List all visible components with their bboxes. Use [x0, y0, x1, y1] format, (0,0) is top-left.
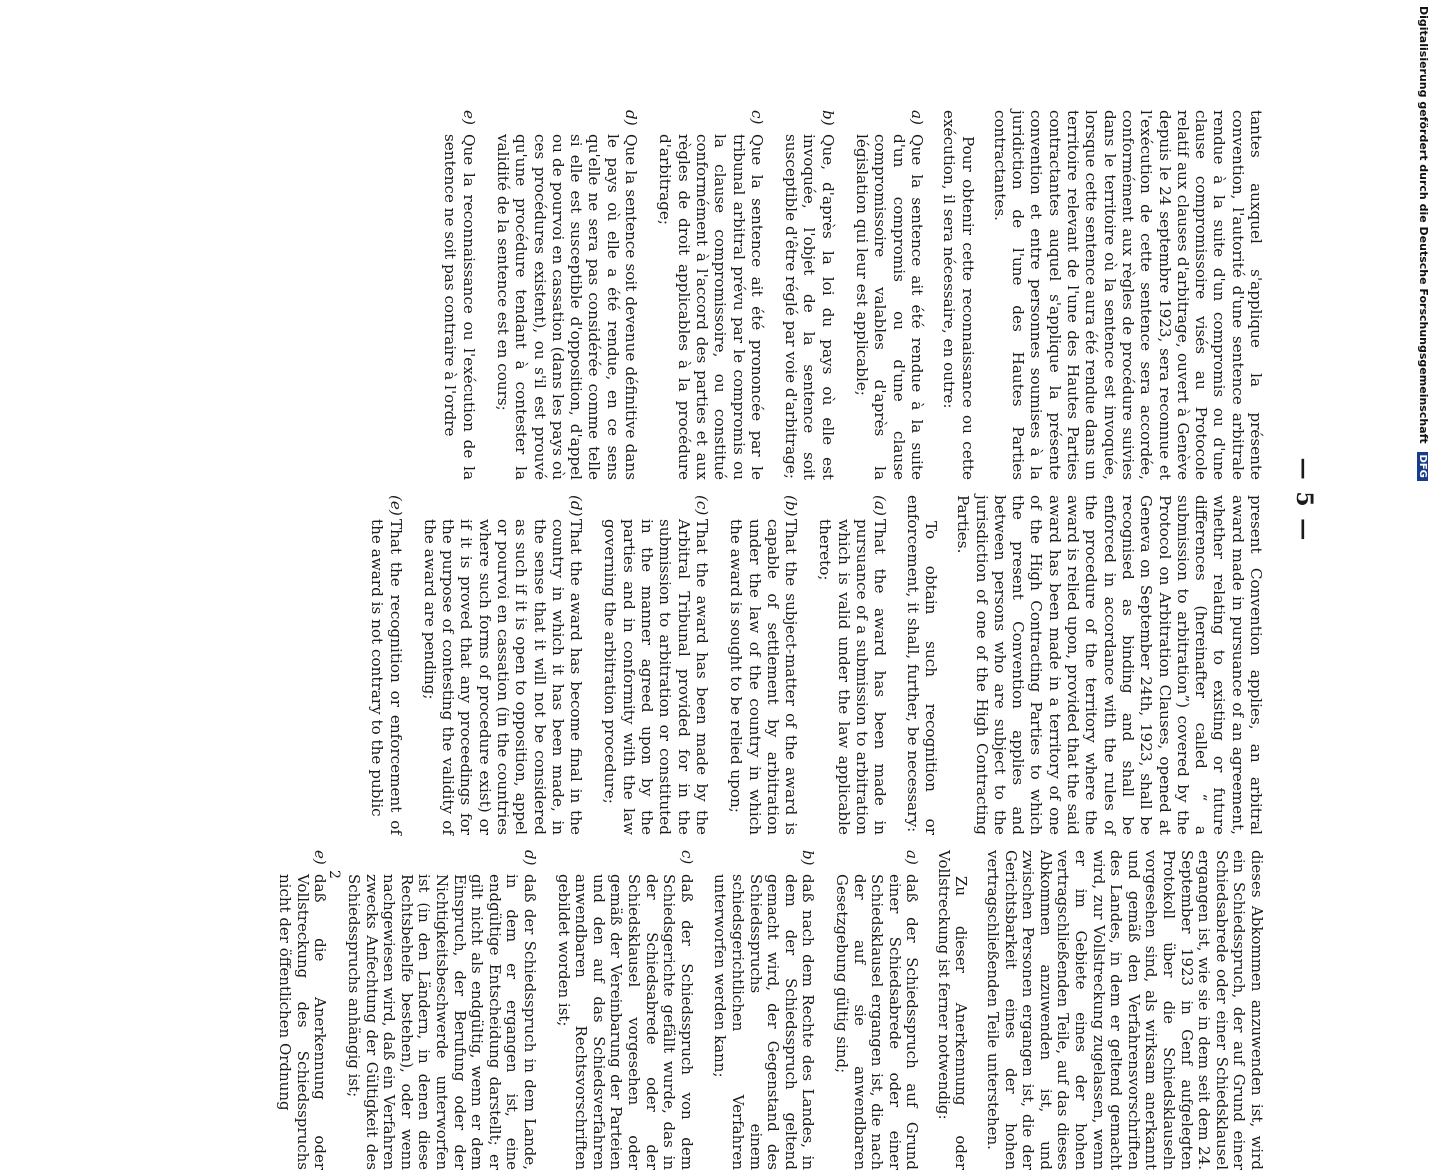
item-text: That the subject-matter of the award is capable of settlement by arbitration under the law of the country in which the award is sought to be relied upon;	[727, 519, 801, 835]
item-marker: e)	[459, 110, 478, 125]
item-marker: (d)	[567, 495, 586, 517]
german-conditions-intro: Zu dieser Anerkennung oder Vollstreckung ist ferner notwendig:	[934, 850, 971, 1170]
item-text: Que la sentence soit devenue définitive dans le pays où elle a été rendue, en ce sens qu'elle ne sera pas considérée comme telle si elle est susceptible d'opposition, d'appel ou de pourvoi en cassation (dans les pays où ces procédures existent), ou s'il est prouvé qu'une procédure tendant à contester la validité de la sentence est en cours;	[494, 134, 641, 480]
item-text: Que, d'après la loi du pays où elle est invoquée, l'objet de la sentence soit susceptible d'être réglé par voie d'arbitrage;	[782, 134, 837, 480]
english-condition-e	[368, 495, 405, 835]
item-marker: (a)	[871, 495, 890, 516]
english-conditions-intro: To obtain such recognition or enforcement, it shall, further, be necessary:	[903, 495, 940, 835]
item-text: daß der Schiedsspruch in dem Lande, in dem er ergangen ist, eine endgültige Entscheidung darstellt; er gilt nicht als endgültig, wenn er dem Einspruch, der Berufung oder der Nichtigkeitsbeschwerde unterworfen ist (in den Ländern, in denen diese Rechtsbehelfe bestehen), oder wenn nachgewiesen wird, daß ein Verfahren zwecks Anfechtung der Gültigkeit des Schiedsspruchs anhängig ist;	[345, 874, 540, 1170]
french-conditions-intro: Pour obtenir cette reconnaissance ou cette exécution, il sera nécessaire, en outre:	[940, 110, 977, 480]
english-intro-paragraph: present Convention applies, an arbitral award made in pursuance of an agreement, whether relating to existing or future differences (hereinafter called “ a submission to arbitration”) covered by the Protocol on Arbitration Clauses, opened at Geneva on September 24th, 1923, shall be recognised as binding and shall be enforced in accordance with the rules of the procedure of the territory where the award is relied upon, provided that the said award has been made in a territory of one of the High Contracting Parties to which the present Convention applies and between persons who are subject to the jurisdiction of one of the High Contracting Parties.	[954, 495, 1265, 835]
item-marker: b)	[818, 110, 837, 126]
item-text: Que la sentence ait été prononcée par le tribunal arbitral prévu par le compromis ou la clause compromissoire, ou constitué conformément à l'accord des parties et aux règles de droit applicables à la procédure d'arbitrage;	[656, 134, 766, 480]
item-text: daß der Schiedsspruch von dem Schiedsgerichte gefällt wurde, das in der Schiedsabrede oder der Schiedsklausel vorgesehen oder gemäß der Vereinbarung der Parteien und den auf das Schiedsverfahren anwendbaren Rechtsvorschriften gebildet worden ist;	[554, 874, 696, 1170]
item-text: That the award has been made in pursuance of a submission to arbitration which is valid under the law applicable thereto;	[816, 519, 890, 835]
item-text: That the award has been made by the Arbitral Tribunal provided for in the submission to arbitration or constituted in the manner agreed upon by the parties and in conformity with the law governing the arbitration procedure;	[601, 519, 711, 835]
item-marker: (b)	[782, 495, 801, 517]
item-text: Que la sentence ait été rendue à la suite d'un compromis ou d'une clause compromissoire valables d'après la législation qui leur est applicable;	[853, 134, 926, 480]
english-condition-b	[727, 495, 800, 835]
english-condition-c	[601, 495, 711, 835]
french-intro-paragraph: tantes auxquel s'applique la présente convention, l'autorité d'une sentence arbitrale rendue à la suite d'un compromis ou d'une clause compromissoire visés au Protocole relatif aux clauses d'arbitrage, ouvert à Genève depuis le 24 septembre 1923, sera reconnue et l'exécution de cette sentence sera accordée, conformément aux règles de procédure suivies dans le territoire où la sentence est invoquée, lorsque cette sentence aura été rendue dans un territoire relevant de l'une des Hautes Parties contractantes auquel s'applique la présente convention et entre personnes soumises à la juridiction de l'une des Hautes Parties contractantes.	[990, 110, 1265, 480]
french-condition-d	[494, 110, 640, 480]
item-marker: d)	[521, 850, 540, 866]
item-text: daß der Schiedsspruch auf Grund einer Schiedsabrede oder einer Schiedsklausel ergangen ist, die nach der auf sie anwendbaren Gesetzgebung gültig sind;	[832, 874, 922, 1170]
german-condition-c	[554, 850, 695, 1170]
french-condition-c	[656, 110, 766, 480]
dfg-logo: DFG	[1417, 452, 1428, 481]
german-condition-d	[345, 850, 539, 1170]
english-condition-a	[816, 495, 889, 835]
french-column	[425, 110, 1265, 480]
document-page	[107, 0, 1327, 1170]
german-condition-a	[832, 850, 920, 1170]
digitization-credit	[1417, 6, 1430, 481]
english-condition-d	[421, 495, 586, 835]
item-marker: a)	[907, 110, 926, 125]
credit-text: Digitalisierung gefördert durch die Deutsche Forschungsgemeinschaft	[1417, 6, 1430, 444]
item-marker: a)	[903, 850, 922, 865]
german-intro-paragraph: dieses Abkommen anzuwenden ist, wird ein Schiedsspruch, der auf Grund einer Schiedsabrede oder einer Schiedsklausel ergangen ist, wie sie in dem seit dem 24. September 1923 in Genf aufgelegten Protokoll über die Schiedsklauseln vorgesehen sind, als wirksam anerkannt und gemäß den Verfahrensvorschriften des Landes, in dem er geltend gemacht wird, zur Vollstreckung zugelassen, wenn er im Gebiete eines der hohen vertragschließenden Teile, auf das dieses Abkommen anzuwenden ist, und zwischen Personen ergangen ist, die der Gerichtsbarkeit eines der hohen vertragschließenden Teile unterstehen.	[984, 850, 1266, 1170]
french-condition-e	[441, 110, 478, 480]
item-marker: b)	[799, 850, 818, 866]
item-text: daß die Anerkennung oder Vollstreckung des Schiedsspruchs nicht der öffentlichen Ordnung	[276, 874, 330, 1170]
page-number-header: — 5 —	[1291, 457, 1317, 543]
item-text: daß nach dem Rechte des Landes, in dem der Schiedsspruch geltend gemacht wird, der Gegenstand des Schiedsspruchs einem schiedsgerichtlichen Verfahren unterworfen werden kann;	[711, 874, 818, 1170]
item-marker: e)	[311, 850, 330, 865]
item-marker: c)	[747, 110, 766, 125]
item-text: That the recognition or enforcement of the award is not contrary to the public	[368, 519, 405, 835]
german-condition-b	[711, 850, 817, 1170]
item-marker: c)	[677, 850, 696, 865]
french-condition-b	[782, 110, 837, 480]
footer-page-number: 2	[326, 870, 342, 879]
item-marker: (c)	[692, 495, 711, 516]
english-column	[352, 495, 1265, 835]
item-marker: (e)	[386, 495, 405, 516]
french-condition-a	[853, 110, 926, 480]
item-text: That the award has become final in the country in which it has been made, in the sense that it will not be considered as such if it is open to opposition, appel or pourvoi en cassation (in the countries where such forms of procedure exist) or if it is proved that any proceedings for the purpose of contesting the validity of the award are pending;	[420, 519, 586, 835]
german-condition-e	[276, 850, 329, 1170]
item-marker: d)	[622, 110, 641, 126]
item-text: Que la reconnaissance ou l'exécution de la sentence ne soit pas contraire à l'ordre	[441, 134, 478, 480]
german-column	[260, 850, 1265, 1170]
